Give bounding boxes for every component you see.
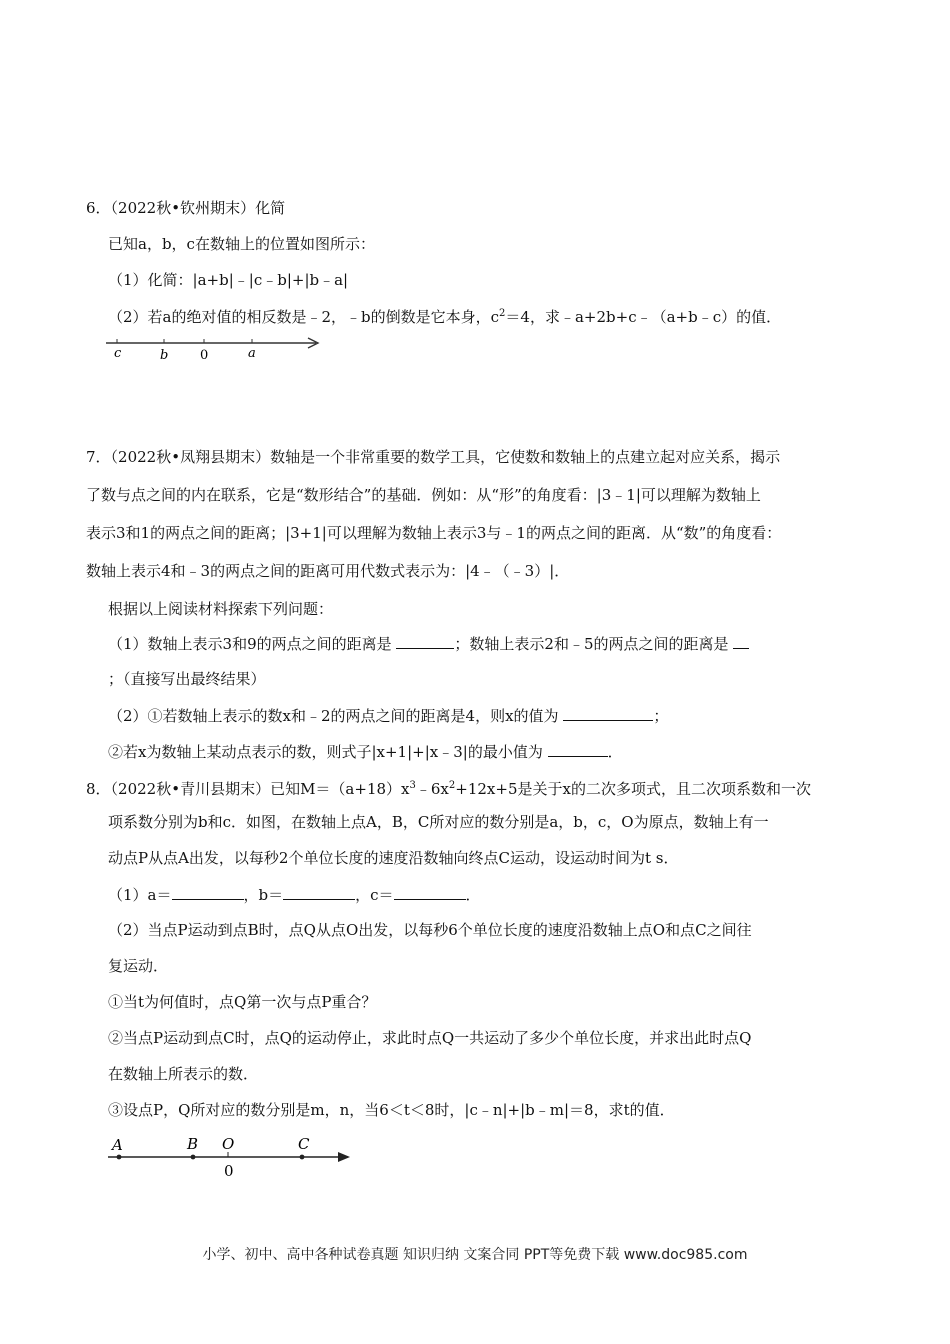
q8-part2-line1: （2）当点P运动到点B时，点Q从点O出发，以每秒6个单位长度的速度沿数轴上点O和点C之间往 <box>108 921 752 939</box>
q7-part2-end: ； <box>653 707 669 725</box>
q6-intro: 已知a，b，c在数轴上的位置如图所示： <box>108 235 375 253</box>
q7-part2 <box>108 704 668 727</box>
q7-line4: 数轴上表示4和﹣3的两点之间的距离可用代数式表示为：|4﹣（﹣3）|． <box>86 562 570 580</box>
q6-part2-text-b: ＝4，求﹣a+2b+c﹣（a+b﹣c）的值． <box>505 308 782 326</box>
q8-answer-blank-b[interactable] <box>283 883 355 900</box>
q7-part2-text: （2）①若数轴上表示的数x和﹣2的两点之间的距离是4，则x的值为 <box>108 707 559 725</box>
q8-axis-label-A: A <box>112 1136 123 1154</box>
q8-axis-label-O: O <box>222 1135 235 1153</box>
q8-sub1: ①当t为何值时，点Q第一次与点P重合？ <box>108 993 377 1011</box>
q8-part1-end: ． <box>465 886 481 904</box>
q8-part1-b-label: ，b＝ <box>243 886 284 904</box>
q8-number: 8． <box>86 780 111 798</box>
q8-line1-text-c: +12x+5是关于x的二次多项式，且二次项系数和一次 <box>455 780 811 798</box>
q7-answer-blank-2[interactable] <box>733 632 749 649</box>
q8-sub3: ③设点P，Q所对应的数分别是m，n，当6＜t＜8时，|c﹣n|+|b﹣m|＝8，求t的值． <box>108 1101 675 1119</box>
q6-number: 6． <box>86 199 111 217</box>
q7-answer-blank-3[interactable] <box>563 704 653 721</box>
q8-sup2: 2 <box>448 780 456 791</box>
q7-part1 <box>108 632 749 655</box>
q8-line1-text-b: ﹣6x <box>415 780 449 798</box>
q8-axis-label-B: B <box>187 1135 199 1153</box>
q8-answer-blank-c[interactable] <box>394 883 466 900</box>
q6-header <box>86 197 285 219</box>
q7-part1-text-a: （1）数轴上表示3和9的两点之间的距离是 <box>108 635 392 653</box>
q7-line1-text: （2022秋•凤翔县期末）数轴是一个非常重要的数学工具，它使数和数轴上的点建立起对应关系，揭示 <box>110 448 781 466</box>
q7-part1-text-b: ；数轴上表示2和﹣5的两点之间的距离是 <box>454 635 729 653</box>
q7-number: 7． <box>86 448 111 466</box>
q8-part1 <box>108 883 481 906</box>
q8-sub2-line1: ②当点P运动到点C时，点Q的运动停止，求此时点Q一共运动了多少个单位长度，并求出此时点Q <box>108 1029 752 1047</box>
q6-source: （2022秋•钦州期末）化简 <box>110 199 286 217</box>
q8-answer-blank-a[interactable] <box>172 883 244 900</box>
q7-answer-blank-1[interactable] <box>396 632 454 649</box>
q7-line5: 根据以上阅读材料探索下列问题： <box>108 600 334 618</box>
q6-axis-label-b: b <box>160 348 169 363</box>
q8-axis-zero: 0 <box>224 1162 234 1180</box>
q7-line2: 了数与点之间的内在联系，它是“数形结合”的基础．例如：从“形”的角度看：|3﹣1|可以理解为数轴上 <box>86 486 761 504</box>
q6-axis-label-c: c <box>114 346 122 361</box>
q7-line3: 表示3和1的两点之间的距离；|3+1|可以理解为数轴上表示3与﹣1的两点之间的距离．从“数”的角度看： <box>86 524 782 542</box>
q6-part2-sup: 2 <box>499 308 506 319</box>
q7-part3 <box>108 740 623 763</box>
q7-answer-blank-4[interactable] <box>548 740 608 757</box>
q6-part1: （1）化简：|a+b|﹣|c﹣b|+|b﹣a| <box>108 271 349 289</box>
footer-ad: 小学、初中、高中各种试卷真题 知识归纳 文案合同 PPT等免费下载 www.doc985.com <box>202 1247 748 1263</box>
q6-part2 <box>108 303 781 328</box>
q8-sub2-line2: 在数轴上所表示的数． <box>108 1065 259 1083</box>
q7-part1-tail: ；（直接写出最终结果） <box>108 670 266 688</box>
q6-part2-text-a: （2）若a的绝对值的相反数是﹣2，﹣b的倒数是它本身，c <box>108 308 500 326</box>
q8-line1-text-a: （2022秋•青川县期末）已知M＝（a+18）x <box>110 780 410 798</box>
q8-line1 <box>86 775 811 800</box>
q7-part3-text: ②若x为数轴上某动点表示的数，则式子|x+1|+|x﹣3|的最小值为 <box>108 743 543 761</box>
q8-sup3: 3 <box>409 780 416 791</box>
q7-line1 <box>86 446 780 468</box>
q8-line2: 项系数分别为b和c．如图，在数轴上点A，B，C所对应的数分别是a，b，c，O为原点，数轴上有一 <box>108 813 769 831</box>
q8-line3: 动点P从点A出发，以每秒2个单位长度的速度沿数轴向终点C运动，设运动时间为t s． <box>108 849 679 867</box>
q6-number-line <box>104 330 324 364</box>
q8-part1-c-label: ，c＝ <box>355 886 394 904</box>
q8-part1-a-label: （1）a＝ <box>108 886 172 904</box>
q8-number-line <box>106 1132 356 1180</box>
q6-axis-label-a: a <box>248 346 256 361</box>
q8-axis-label-C: C <box>298 1135 310 1153</box>
q6-axis-label-0: 0 <box>200 348 209 363</box>
q7-part3-end: ． <box>607 743 623 761</box>
q8-part2-line2: 复运动． <box>108 957 169 975</box>
